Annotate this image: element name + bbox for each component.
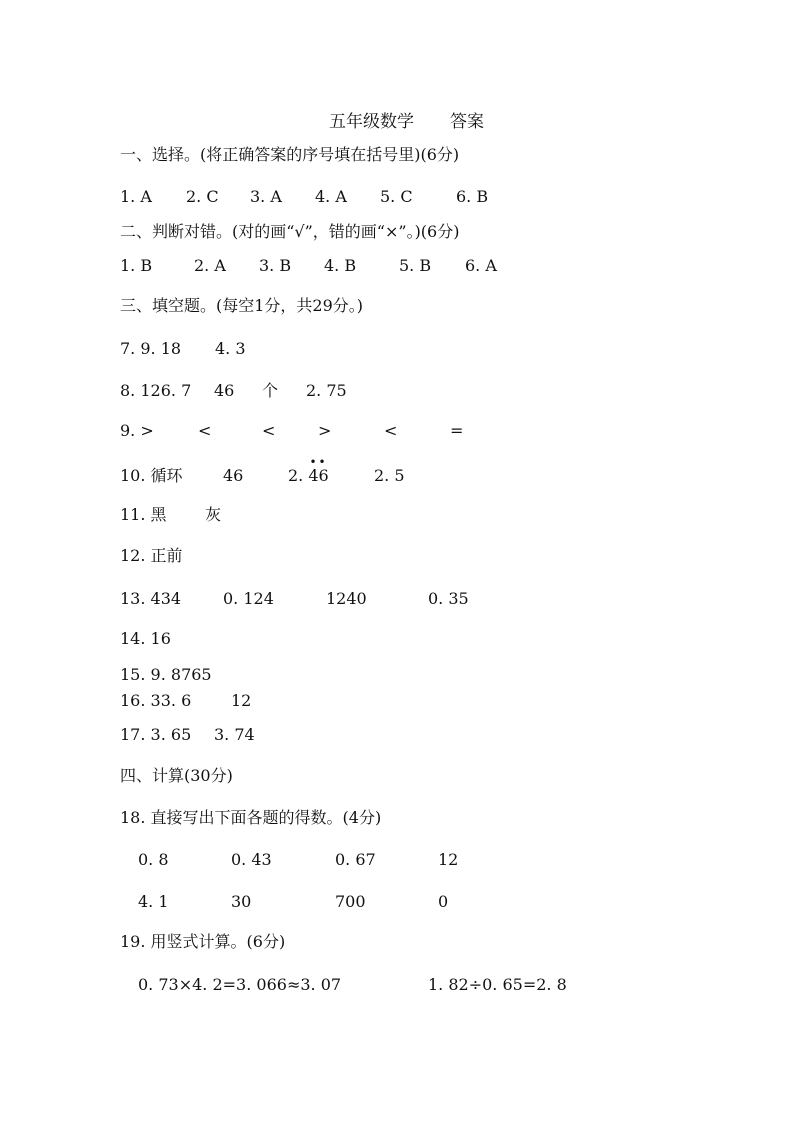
answer-item: 4. A <box>315 187 347 206</box>
answer-item: 0. 43 <box>231 850 272 869</box>
repeat-dots-icon: •• <box>309 455 328 469</box>
answer-item: 4. 3 <box>215 339 246 358</box>
answer-item: 1. A <box>120 187 152 206</box>
answer-item: 0 <box>438 892 449 911</box>
answer-item: 9. > <box>120 421 154 440</box>
answer-item: < <box>262 421 276 440</box>
answer-item: 700 <box>335 892 366 911</box>
answer-item: < <box>384 421 398 440</box>
answer-item: 8. 126. 7 <box>120 381 192 400</box>
answer-item: 2. 5 <box>374 466 405 485</box>
answer-item: 4. B <box>324 256 357 275</box>
answer-item: 个 <box>262 381 279 400</box>
answer-item: 46 <box>214 381 235 400</box>
repeating-digits-text: 46 <box>308 466 329 485</box>
answer-item: 0. 67 <box>335 850 376 869</box>
answer-item: 12 <box>438 850 459 869</box>
question-18-label: 18. 直接写出下面各题的得数。(4分) <box>120 808 382 827</box>
title-main: 五年级数学 <box>329 112 414 132</box>
title-sub: 答案 <box>450 112 484 132</box>
answer-item: 1240 <box>326 589 367 608</box>
answer-item: 5. C <box>380 187 413 206</box>
repeating-digits <box>308 455 329 486</box>
section-1-heading: 一、选择。(将正确答案的序号填在括号里)(6分) <box>120 145 460 164</box>
answer-item: 3. B <box>259 256 292 275</box>
answer-item: 2. A <box>194 256 226 275</box>
answer-item: 46 <box>223 466 244 485</box>
answer-item: 17. 3. 65 <box>120 725 192 744</box>
decimal-integer-part: 2. <box>288 466 309 485</box>
answer-item: 16. 33. 6 <box>120 691 192 710</box>
answer-item: 10. 循环 <box>120 466 183 485</box>
answer-item: > <box>318 421 332 440</box>
question-14: 14. 16 <box>120 629 171 648</box>
answer-item: 5. B <box>399 256 432 275</box>
answer-item: 灰 <box>205 505 222 524</box>
answer-item: 12 <box>231 691 252 710</box>
answer-item: 7. 9. 18 <box>120 339 182 358</box>
repeating-decimal <box>288 455 329 486</box>
answer-item: 3. 74 <box>214 725 255 744</box>
section-4-heading: 四、计算(30分) <box>120 766 233 785</box>
answer-item: 6. B <box>456 187 489 206</box>
answer-item: 30 <box>231 892 252 911</box>
section-2-heading: 二、判断对错。(对的画“√”，错的画“×”。)(6分) <box>120 222 460 241</box>
page-title <box>329 112 484 132</box>
answer-item: 2. 75 <box>306 381 347 400</box>
calculation: 0. 73×4. 2=3. 066≈3. 07 <box>138 975 342 994</box>
section-3-heading: 三、填空题。(每空1分，共29分。) <box>120 296 364 315</box>
answer-item: 0. 35 <box>428 589 469 608</box>
calculation: 1. 82÷0. 65=2. 8 <box>428 975 567 994</box>
question-15: 15. 9. 8765 <box>120 665 212 684</box>
answer-item: < <box>198 421 212 440</box>
answer-item: 0. 8 <box>138 850 169 869</box>
answer-item: 13. 434 <box>120 589 182 608</box>
question-19-label: 19. 用竖式计算。(6分) <box>120 932 286 951</box>
answer-item: 6. A <box>465 256 497 275</box>
answer-item: 0. 124 <box>223 589 274 608</box>
answer-item: = <box>450 421 464 440</box>
answer-item: 3. A <box>250 187 282 206</box>
answer-item: 1. B <box>120 256 153 275</box>
answer-item: 4. 1 <box>138 892 169 911</box>
answer-item: 11. 黑 <box>120 505 167 524</box>
answer-item: 2. C <box>186 187 219 206</box>
question-12: 12. 正前 <box>120 546 183 565</box>
